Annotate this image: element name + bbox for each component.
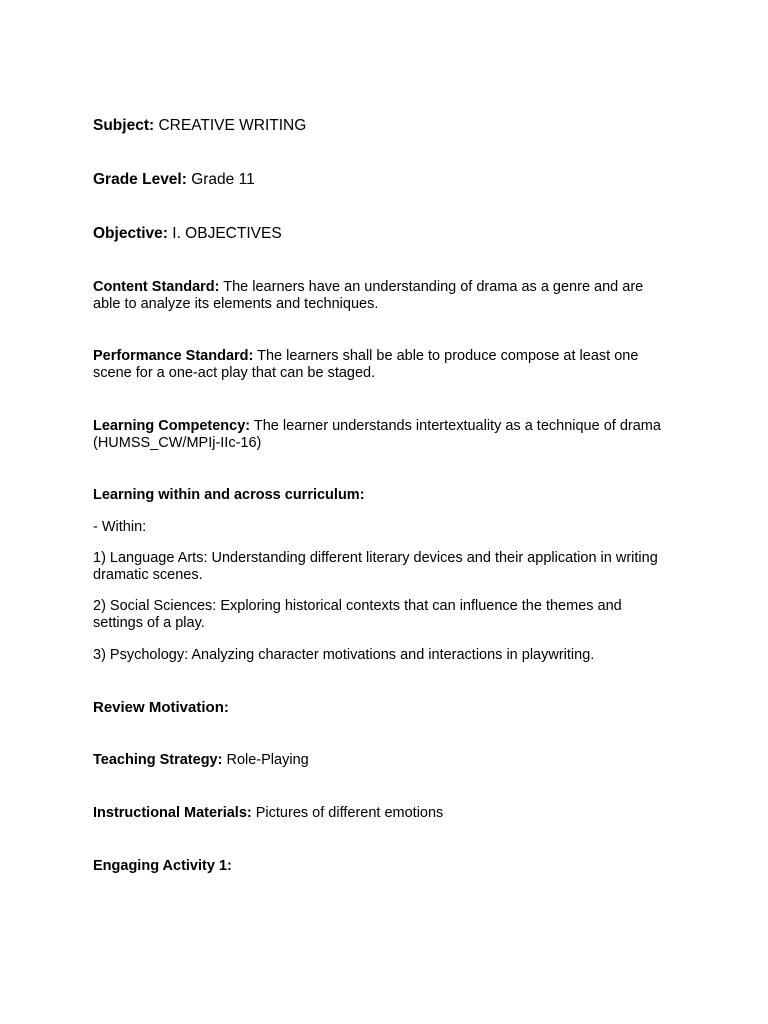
content-standard-text: The learners have an understanding of drama as a genre and are able to analyze its elements and techniques.: [93, 279, 644, 312]
performance-standard-paragraph: [93, 348, 673, 382]
performance-standard-label: Performance Standard:: [93, 348, 254, 364]
content-standard-paragraph: [93, 279, 673, 313]
learning-competency-text: The learner understands intertextuality as a technique of drama (HUMSS_CW/MPIj-IIc-16): [93, 418, 661, 451]
instructional-materials-value: Pictures of different emotions: [255, 805, 444, 821]
instructional-materials-line: [93, 805, 673, 822]
performance-standard-text: The learners shall be able to produce compose at least one scene for a one-act play that can be staged.: [93, 348, 639, 381]
teaching-strategy-value: Role-Playing: [226, 752, 309, 768]
grade-level-line: [93, 170, 673, 189]
teaching-strategy-label: Teaching Strategy:: [93, 752, 223, 768]
teaching-strategy-line: [93, 752, 673, 769]
learning-within-heading: Learning within and across curriculum:: [93, 487, 365, 503]
objective-value: I. OBJECTIVES: [172, 225, 282, 242]
objective-line: [93, 224, 673, 243]
review-motivation-heading: Review Motivation:: [93, 699, 229, 716]
subject-value: CREATIVE WRITING: [158, 117, 307, 134]
subject-label: Subject:: [93, 117, 155, 134]
subject-line: [93, 116, 673, 135]
curriculum-item: 1) Language Arts: Understanding different literary devices and their application in writing dramatic scenes.: [93, 550, 658, 583]
within-label: - Within:: [93, 519, 147, 535]
grade-level-label: Grade Level:: [93, 171, 187, 188]
instructional-materials-label: Instructional Materials:: [93, 805, 252, 821]
learning-competency-paragraph: [93, 418, 673, 452]
grade-level-value: Grade 11: [191, 171, 255, 188]
learning-competency-label: Learning Competency:: [93, 418, 251, 434]
engaging-activity-heading: Engaging Activity 1:: [93, 858, 232, 874]
curriculum-item: 2) Social Sciences: Exploring historical contexts that can influence the themes and settings of a play.: [93, 598, 622, 631]
objective-label: Objective:: [93, 225, 168, 242]
curriculum-item: 3) Psychology: Analyzing character motivations and interactions in playwriting.: [93, 647, 595, 663]
content-standard-label: Content Standard:: [93, 279, 220, 295]
